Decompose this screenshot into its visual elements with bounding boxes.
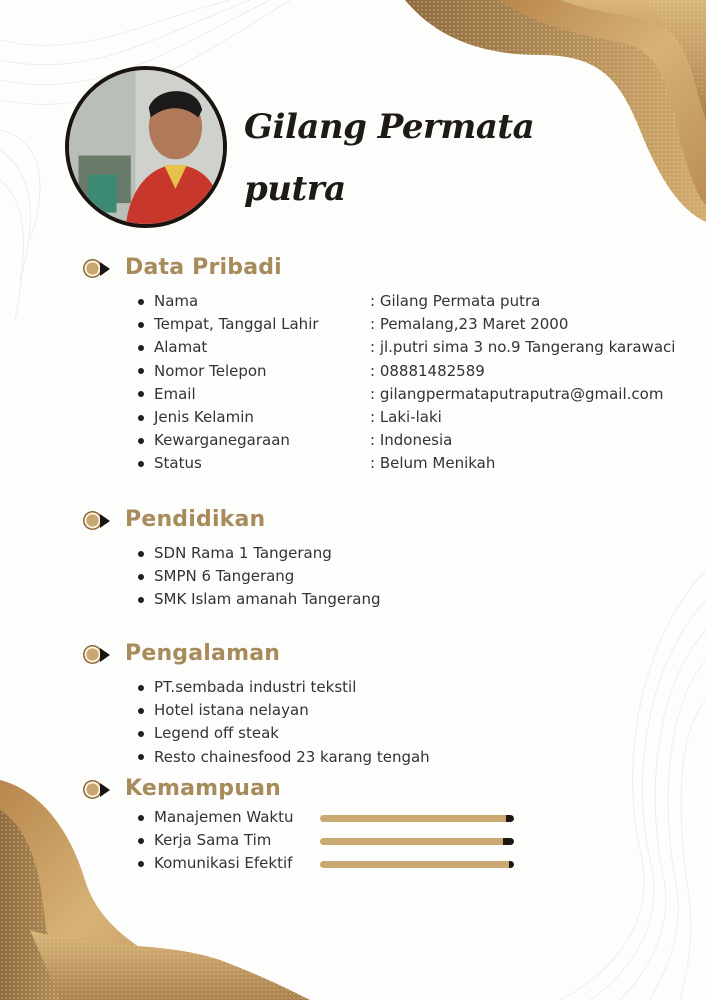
section-title: Pendidikan xyxy=(125,507,266,532)
skill-bar xyxy=(320,815,514,822)
skill-label: Manajemen Waktu xyxy=(154,808,294,826)
name-line-1: Gilang Permata xyxy=(244,107,535,147)
skill-bar xyxy=(320,861,514,868)
candidate-name xyxy=(244,96,534,220)
bullet-icon xyxy=(138,299,144,305)
skill-label: Komunikasi Efektif xyxy=(154,854,293,873)
skill-bar-end xyxy=(506,815,514,822)
section-title: Data Pribadi xyxy=(125,255,282,280)
list-item xyxy=(138,336,698,359)
field-label: Nama xyxy=(154,292,199,310)
profile-photo xyxy=(65,66,227,228)
bullet-icon xyxy=(138,551,144,557)
person-photo-icon xyxy=(69,70,223,224)
field-label: Status xyxy=(154,454,202,473)
education-item: SDN Rama 1 Tangerang xyxy=(154,544,332,562)
list-item xyxy=(138,806,293,829)
list-item xyxy=(138,565,381,588)
bullet-icon xyxy=(138,322,144,328)
bullet-icon xyxy=(138,731,144,737)
field-label: Jenis Kelamin xyxy=(154,407,254,426)
field-value: : Pemalang,23 Maret 2000 xyxy=(370,315,569,334)
skill-label: Kerja Sama Tim xyxy=(154,831,272,850)
skills-list xyxy=(138,806,293,876)
education-item: SMPN 6 Tangerang xyxy=(154,567,295,586)
personal-data-list xyxy=(138,290,698,476)
experience-item: Hotel istana nelayan xyxy=(154,701,309,720)
bullet-icon xyxy=(138,438,144,444)
list-item xyxy=(138,852,293,875)
section-heading-education xyxy=(83,507,265,532)
skill-bar xyxy=(320,838,514,845)
field-label: Tempat, Tanggal Lahir xyxy=(154,315,319,334)
bullet-icon xyxy=(138,391,144,397)
bullet-icon xyxy=(138,415,144,421)
list-item xyxy=(138,452,698,475)
experience-item: PT.sembada industri tekstil xyxy=(154,678,357,696)
bullet-icon xyxy=(138,861,144,867)
section-heading-skills xyxy=(83,776,281,801)
list-item xyxy=(138,699,430,722)
bullet-icon xyxy=(138,815,144,821)
field-value: : Gilang Permata putra xyxy=(370,292,541,310)
circle-pointer-icon xyxy=(83,509,117,531)
list-item xyxy=(138,429,698,452)
skill-bar-end xyxy=(503,838,514,845)
bullet-icon xyxy=(138,461,144,467)
field-value: : gilangpermataputraputra@gmail.com xyxy=(370,384,664,403)
experience-item: Legend off steak xyxy=(154,724,279,743)
field-value: : jl.putri sima 3 no.9 Tangerang karawaci xyxy=(370,338,676,357)
bullet-icon xyxy=(138,574,144,580)
list-item xyxy=(138,290,698,313)
list-item xyxy=(138,829,293,852)
bullet-icon xyxy=(138,597,144,603)
name-line-2: putra xyxy=(244,169,346,209)
bullet-icon xyxy=(138,368,144,374)
section-heading-personal xyxy=(83,255,282,280)
field-value: : Indonesia xyxy=(370,431,453,450)
list-item xyxy=(138,313,698,336)
circle-pointer-icon xyxy=(83,778,117,800)
list-item xyxy=(138,406,698,429)
education-item: SMK Islam amanah Tangerang xyxy=(154,590,381,609)
bullet-icon xyxy=(138,708,144,714)
section-heading-experience xyxy=(83,641,280,666)
education-list xyxy=(138,542,381,612)
list-item xyxy=(138,676,430,699)
bullet-icon xyxy=(138,685,144,691)
field-label: Alamat xyxy=(154,338,208,357)
section-title: Pengalaman xyxy=(125,641,281,666)
field-value: : Belum Menikah xyxy=(370,454,496,473)
list-item xyxy=(138,542,381,565)
circle-pointer-icon xyxy=(83,257,117,279)
field-label: Kewarganegaraan xyxy=(154,431,290,450)
section-title: Kemampuan xyxy=(125,776,281,801)
field-value: : 08881482589 xyxy=(370,361,485,380)
list-item xyxy=(138,383,698,406)
bullet-icon xyxy=(138,754,144,760)
list-item xyxy=(138,360,698,383)
circle-pointer-icon xyxy=(83,643,117,665)
experience-list xyxy=(138,676,430,769)
list-item xyxy=(138,588,381,611)
field-value: : Laki-laki xyxy=(370,407,442,426)
field-label: Nomor Telepon xyxy=(154,361,267,380)
bullet-icon xyxy=(138,838,144,844)
list-item xyxy=(138,722,430,745)
bullet-icon xyxy=(138,345,144,351)
list-item xyxy=(138,746,430,769)
experience-item: Resto chainesfood 23 karang tengah xyxy=(154,747,430,766)
field-label: Email xyxy=(154,384,196,403)
